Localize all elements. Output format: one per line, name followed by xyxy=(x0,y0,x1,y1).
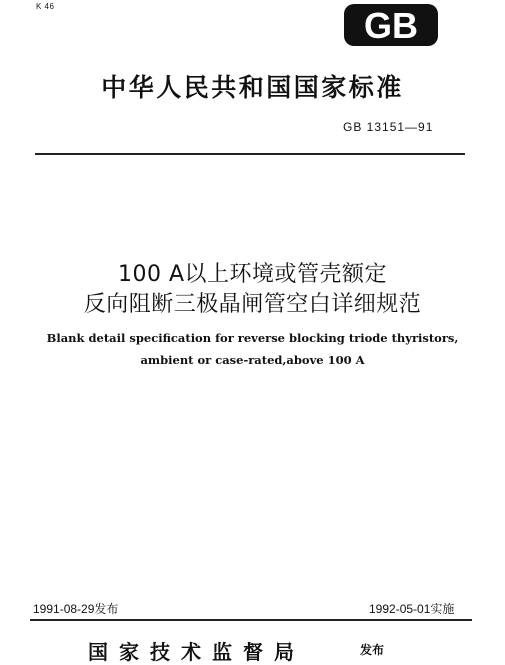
issued-word: 发布 xyxy=(360,643,385,657)
issuer-name: 国家技术监督局 xyxy=(88,640,305,664)
effective-date: 1992-05-01实施 xyxy=(369,602,455,616)
title-en-line1: Blank detail specification for reverse blocking triode thyristors, xyxy=(46,331,459,345)
gb-logo-text: GB xyxy=(364,5,418,46)
standard-number: GB 13151—91 xyxy=(343,120,434,134)
org-title: 中华人民共和国国家标准 xyxy=(101,73,404,102)
title-cn-line1: 100 A以上环境或管壳额定 xyxy=(117,262,388,287)
title-en-line2: ambient or case-rated,above 100 A xyxy=(140,353,365,367)
issue-date: 1991-08-29发布 xyxy=(33,602,119,616)
footer-divider xyxy=(30,619,472,621)
classification-code: K 46 xyxy=(36,2,55,11)
title-cn-line2: 反向阻断三极晶闸管空白详细规范 xyxy=(83,292,422,317)
header-divider xyxy=(35,153,465,155)
gb-logo-icon xyxy=(343,3,439,47)
